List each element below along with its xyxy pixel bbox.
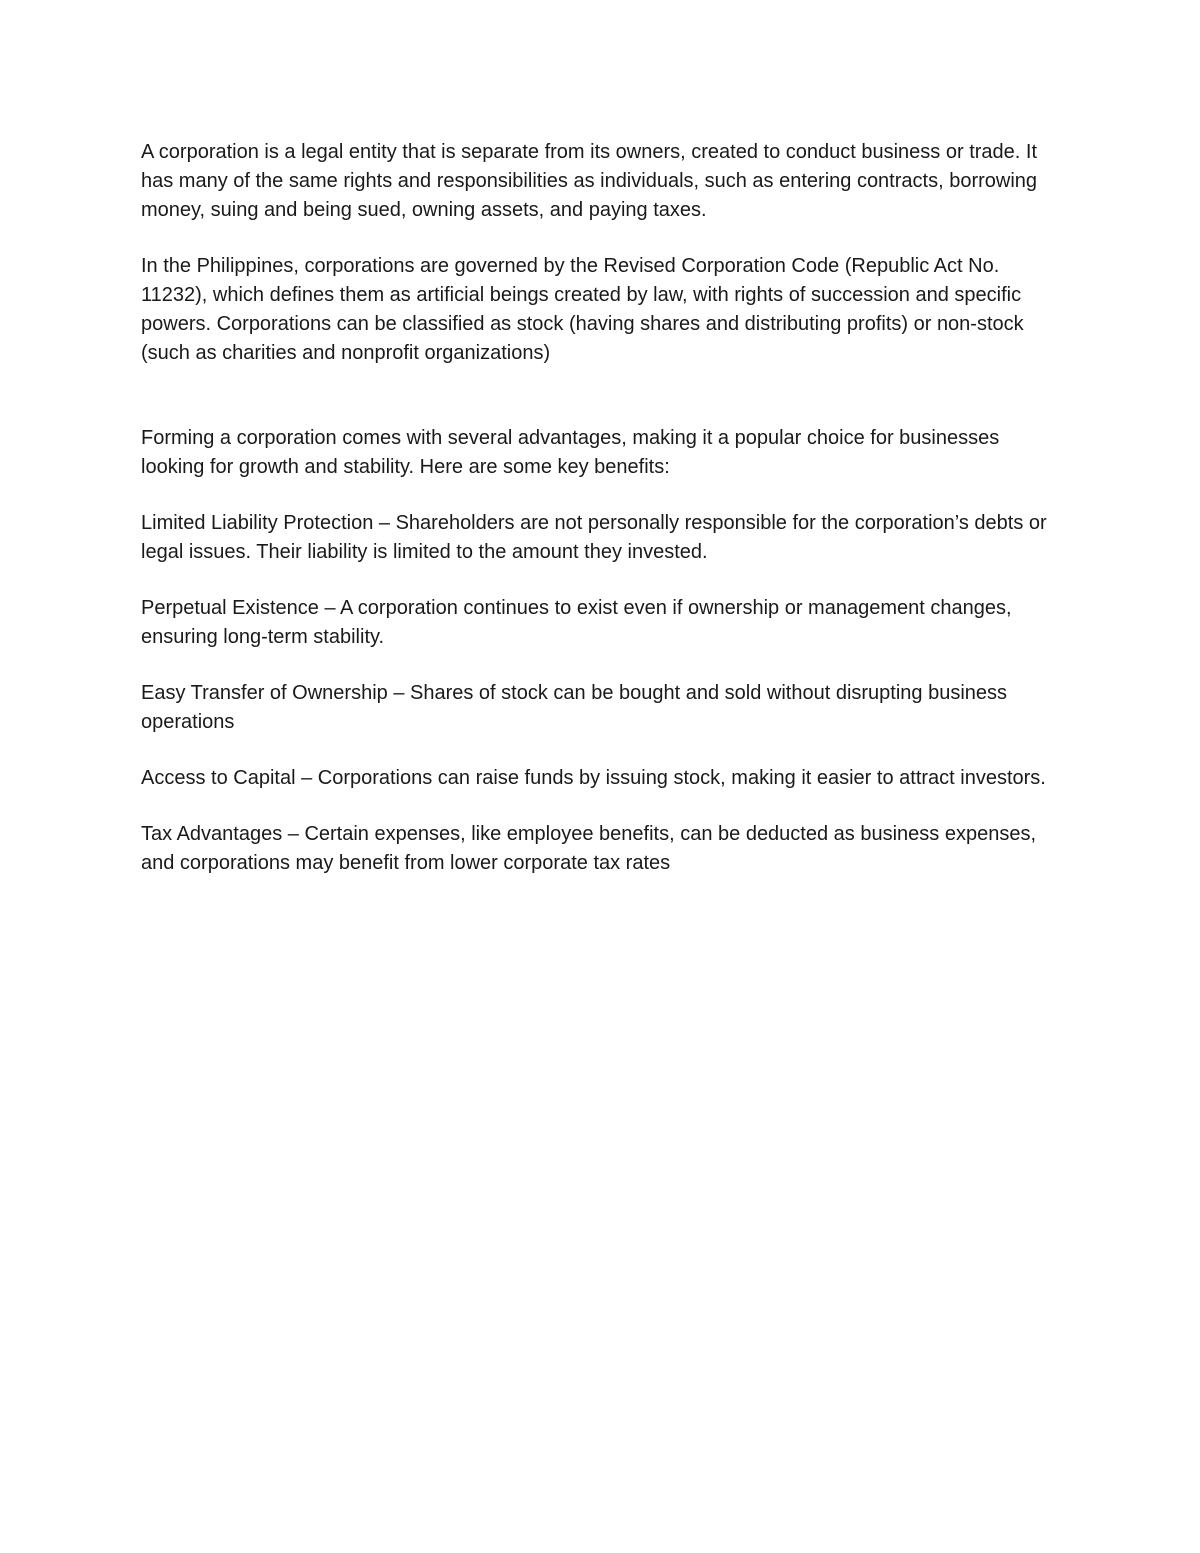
paragraph-easy-transfer: Easy Transfer of Ownership – Shares of stock can be bought and sold without disrupting business operations xyxy=(141,682,1008,733)
paragraph-access-to-capital: Access to Capital – Corporations can raise funds by issuing stock, making it easier to attract investors. xyxy=(141,767,1046,789)
paragraph-advantages-intro: Forming a corporation comes with several advantages, making it a popular choice for businesses looking for growth and stability. Here are some key benefits: xyxy=(141,427,1000,478)
paragraph-philippines-code: In the Philippines, corporations are governed by the Revised Corporation Code (Republic Act No. 11232), which defines them as artificial beings created by law, with rights of succession and specific powers. Corporations can be classified as stock (having shares and distributing profits) or non-stock (such as charities and nonprofit organizations) xyxy=(141,255,1024,364)
paragraph-limited-liability: Limited Liability Protection – Shareholders are not personally responsible for the corporation’s debts or legal issues. Their liability is limited to the amount they invested. xyxy=(141,512,1047,563)
paragraph-corporation-definition: A corporation is a legal entity that is separate from its owners, created to conduct business or trade. It has many of the same rights and responsibilities as individuals, such as entering contracts, borrowing money, suing and being sued, owning assets, and paying taxes. xyxy=(141,141,1038,221)
paragraph-perpetual-existence: Perpetual Existence – A corporation continues to exist even if ownership or management changes, ensuring long-term stability. xyxy=(141,597,1012,648)
document-body xyxy=(141,138,1066,905)
paragraph-tax-advantages: Tax Advantages – Certain expenses, like employee benefits, can be deducted as business expenses, and corporations may benefit from lower corporate tax rates xyxy=(141,823,1037,874)
